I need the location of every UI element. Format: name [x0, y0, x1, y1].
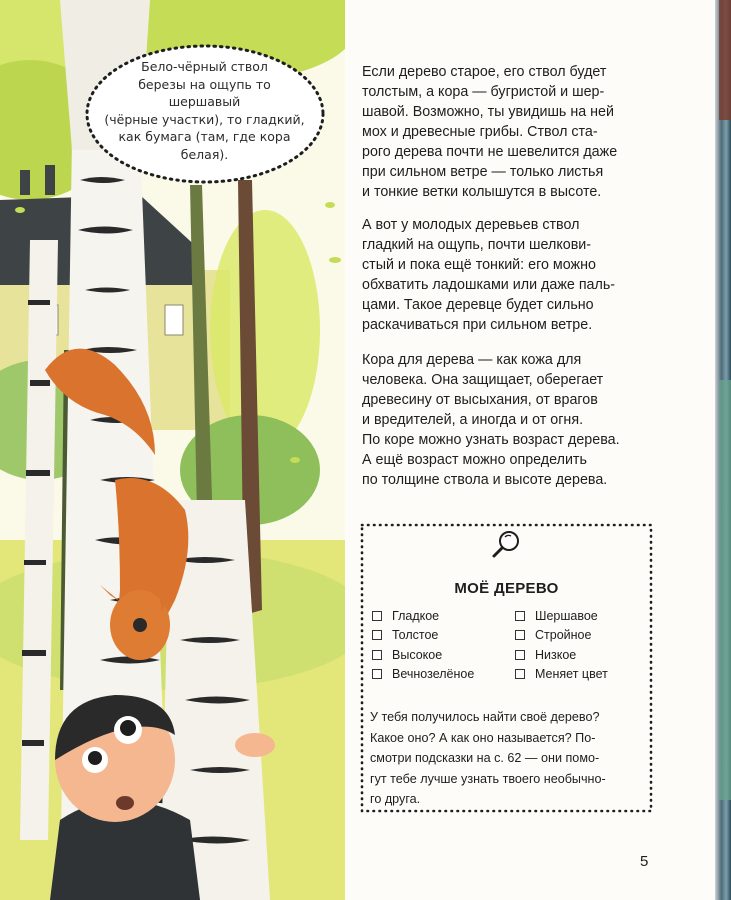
text-line: рого дерева почти не шевелится даже: [362, 144, 618, 160]
checkbox[interactable]: [372, 650, 382, 660]
option-slender[interactable]: [515, 628, 591, 642]
text-line: по толщине ствола и высоте дерева.: [362, 472, 608, 488]
option-label: Меняет цвет: [535, 667, 608, 681]
checkbox[interactable]: [515, 630, 525, 640]
option-low[interactable]: [515, 648, 576, 662]
option-label: Низкое: [535, 648, 577, 662]
text-line: толстым, а кора — бугристой и шер-: [362, 84, 605, 100]
book-edge: [715, 0, 731, 900]
option-rough[interactable]: [515, 609, 598, 623]
text-line: По коре можно узнать возраст дерева.: [362, 432, 620, 448]
text-line: го друга.: [370, 792, 421, 806]
book-edge-accent: [719, 380, 731, 800]
page-number: 5: [640, 853, 649, 870]
magnifier-icon: [489, 528, 523, 562]
option-label: Толстое: [392, 628, 439, 642]
text-line: А ещё возраст можно определить: [362, 452, 587, 468]
checkbox[interactable]: [372, 611, 382, 621]
bubble-line: (чёрные участки), то гладкий,: [104, 111, 305, 127]
text-line: смотри подсказки на с. 62 — они помо-: [370, 751, 600, 765]
bubble-line: березы на ощупь то шершавый: [138, 76, 271, 109]
paragraph-young-tree: [362, 215, 662, 335]
text-line: гладкий на ощупь, почти шелкови-: [362, 237, 592, 253]
paragraph-old-tree: [362, 62, 662, 202]
option-thick[interactable]: [372, 628, 438, 642]
text-line: мох и древесные грибы. Ствол ста-: [362, 124, 598, 140]
text-line: шавой. Возможно, ты увидишь на ней: [362, 104, 614, 120]
checkbox[interactable]: [372, 669, 382, 679]
checkbox[interactable]: [515, 669, 525, 679]
text-line: цами. Такое деревце будет сильно: [362, 297, 594, 313]
option-tall[interactable]: [372, 648, 442, 662]
activity-title: МОЁ ДЕРЕВО: [454, 580, 559, 597]
activity-prompt: [370, 707, 650, 810]
bubble-line: как бумага (там, где кора: [118, 129, 291, 144]
text-line: и вредителей, а иногда и от огня.: [362, 412, 584, 428]
checkbox[interactable]: [515, 611, 525, 621]
text-line: обхватить ладошками или даже паль-: [362, 277, 616, 293]
text-line: при сильном ветре — только листья: [362, 164, 604, 180]
bubble-line: Бело-чёрный ствол: [141, 59, 268, 74]
text-line: Кора для дерева — как кожа для: [362, 352, 582, 368]
text-line: древесину от высыхания, от врагов: [362, 392, 598, 408]
text-line: У тебя получилось найти своё дерево?: [370, 710, 600, 724]
text-line: Какое оно? А как оно называется? По-: [370, 730, 596, 745]
option-label: Стройное: [535, 628, 592, 642]
option-label: Вечнозелёное: [392, 667, 475, 681]
checkbox[interactable]: [372, 630, 382, 640]
option-smooth[interactable]: [372, 609, 439, 623]
text-line: и тонкие ветки колышутся в высоте.: [362, 184, 602, 200]
option-label: Шершавое: [535, 609, 598, 623]
bubble-caption: [102, 58, 307, 163]
book-edge-accent: [719, 0, 731, 120]
text-line: раскачиваться при сильном ветре.: [362, 317, 593, 333]
text-line: человека. Она защищает, оберегает: [362, 372, 604, 388]
option-changes-color[interactable]: [515, 667, 608, 681]
text-line: стый и пока ещё тонкий: его можно: [362, 257, 596, 273]
paragraph-bark: [362, 350, 662, 490]
bubble-line: белая).: [180, 146, 229, 162]
text-line: гут тебе лучше узнать твоего необычно-: [370, 771, 606, 786]
checkbox[interactable]: [515, 650, 525, 660]
option-evergreen[interactable]: [372, 667, 474, 681]
option-label: Высокое: [392, 648, 443, 662]
text-line: А вот у молодых деревьев ствол: [362, 217, 580, 233]
text-line: Если дерево старое, его ствол будет: [362, 64, 607, 80]
option-label: Гладкое: [392, 609, 440, 623]
